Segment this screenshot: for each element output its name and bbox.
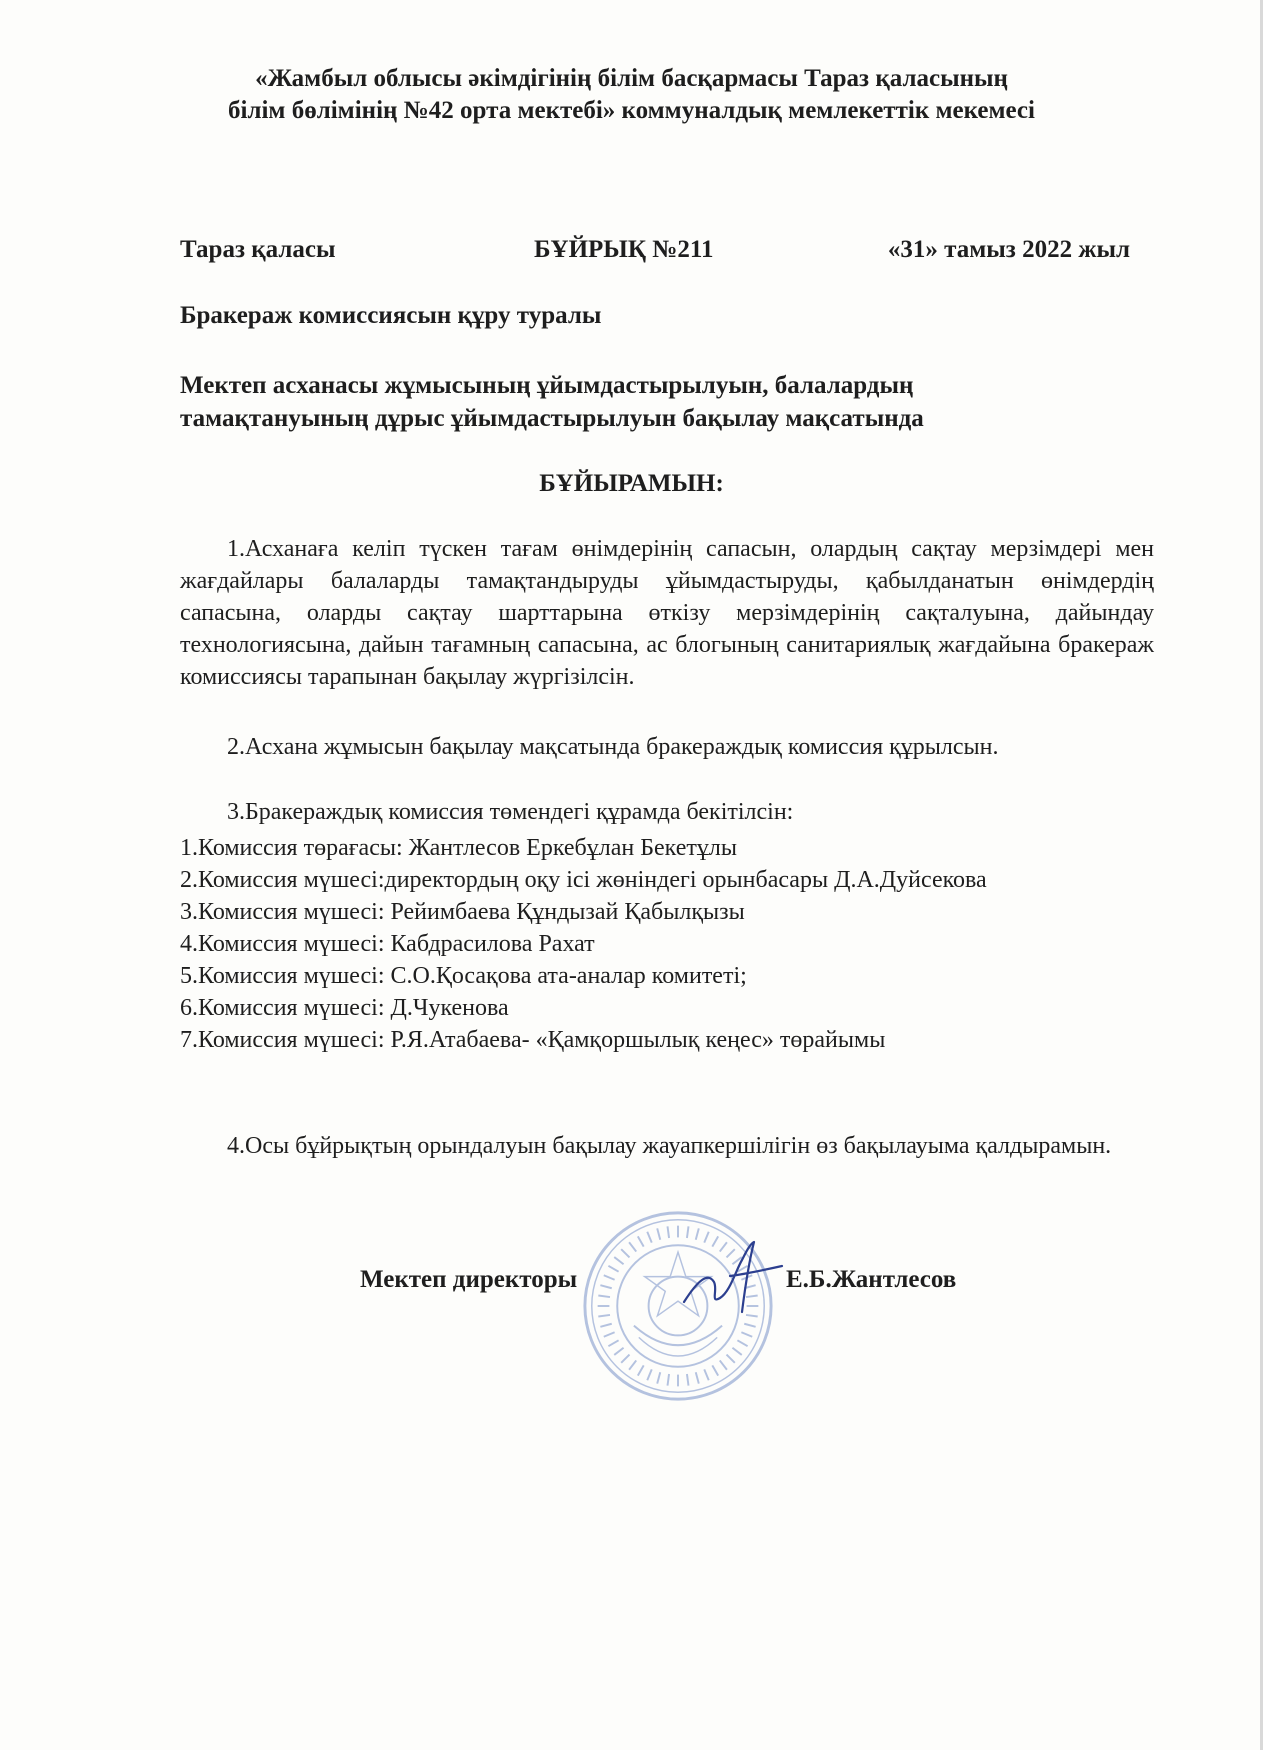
- signatory-role: Мектеп директоры: [360, 1266, 578, 1293]
- list-item: 5.Комиссия мүшесі: С.О.Қосақова ата-аналар комитеті;: [180, 963, 747, 989]
- order-paragraph-2: 2.Асхана жұмысын бақылау мақсатында бракераждық комиссия құрылсын.: [227, 734, 999, 760]
- signature-row: [0, 1266, 1263, 1306]
- order-date: «31» тамыз 2022 жыл: [887, 236, 1130, 263]
- order-meta-row: [180, 236, 1130, 268]
- order-purpose: [180, 369, 1080, 435]
- list-item: 2.Комиссия мүшесі:директордың оқу ісі жөніндегі орынбасары Д.А.Дуйсекова: [180, 867, 987, 893]
- order-paragraph-3: 3.Бракераждық комиссия төмендегі құрамда бекітілсін:: [227, 799, 794, 825]
- order-paragraph-1: 1.Асханаға келіп түскен тағам өнімдерінің сапасын, олардың сақтау мерзімдері мен жағдайлары балаларды тамақтандыруды ұйымдастыруды, қабылданатын өнімдердің сапасына, оларды сақтау шарттарына өткізу мерзімдерінің сақталуына, дайындау технологиясына, дайын тағамның сапасына, ас блогының санитариялық жағдайына бракераж комиссиясы тарапынан бақылау жүргізілсін.: [180, 536, 1154, 690]
- order-number: БҰЙРЫҚ №211: [534, 236, 714, 263]
- order-paragraph-4: 4.Осы бұйрықтың орындалуын бақылау жауапкершілігін өз бақылауыма қалдырамын.: [227, 1133, 1112, 1159]
- list-item: 6.Комиссия мүшесі: Д.Чукенова: [180, 995, 509, 1021]
- signatory-name: Е.Б.Жантлесов: [786, 1266, 957, 1293]
- list-item: 1.Комиссия төрағасы: Жантлесов Еркебұлан Бекетұлы: [180, 835, 737, 861]
- order-title: Бракераж комиссиясын құру туралы: [180, 302, 602, 329]
- organization-header-line-1: «Жамбыл облысы әкімдігінің білім басқармасы Тараз қаласының: [255, 65, 1008, 92]
- list-item: 7.Комиссия мүшесі: Р.Я.Атабаева- «Қамқоршылық кеңес» төрайымы: [180, 1027, 886, 1053]
- order-city: Тараз қаласы: [180, 236, 336, 263]
- commission-members-list: [180, 832, 1154, 1056]
- organization-header-line-2: білім бөлімінің №42 орта мектебі» коммуналдық мемлекеттік мекемесі: [228, 97, 1035, 124]
- list-item: 4.Комиссия мүшесі: Кабдрасилова Рахат: [180, 931, 595, 957]
- list-item: 3.Комиссия мүшесі: Рейимбаева Құндызай Қабылқызы: [180, 899, 745, 925]
- order-purpose-line-2: тамақтануының дұрыс ұйымдастырылуын бақылау мақсатында: [180, 405, 924, 432]
- organization-header: [120, 63, 1143, 127]
- order-purpose-line-1: Мектеп асханасы жұмысының ұйымдастырылуын, балалардың: [180, 372, 914, 399]
- order-directive-heading: БҰЙЫРАМЫН:: [539, 470, 724, 497]
